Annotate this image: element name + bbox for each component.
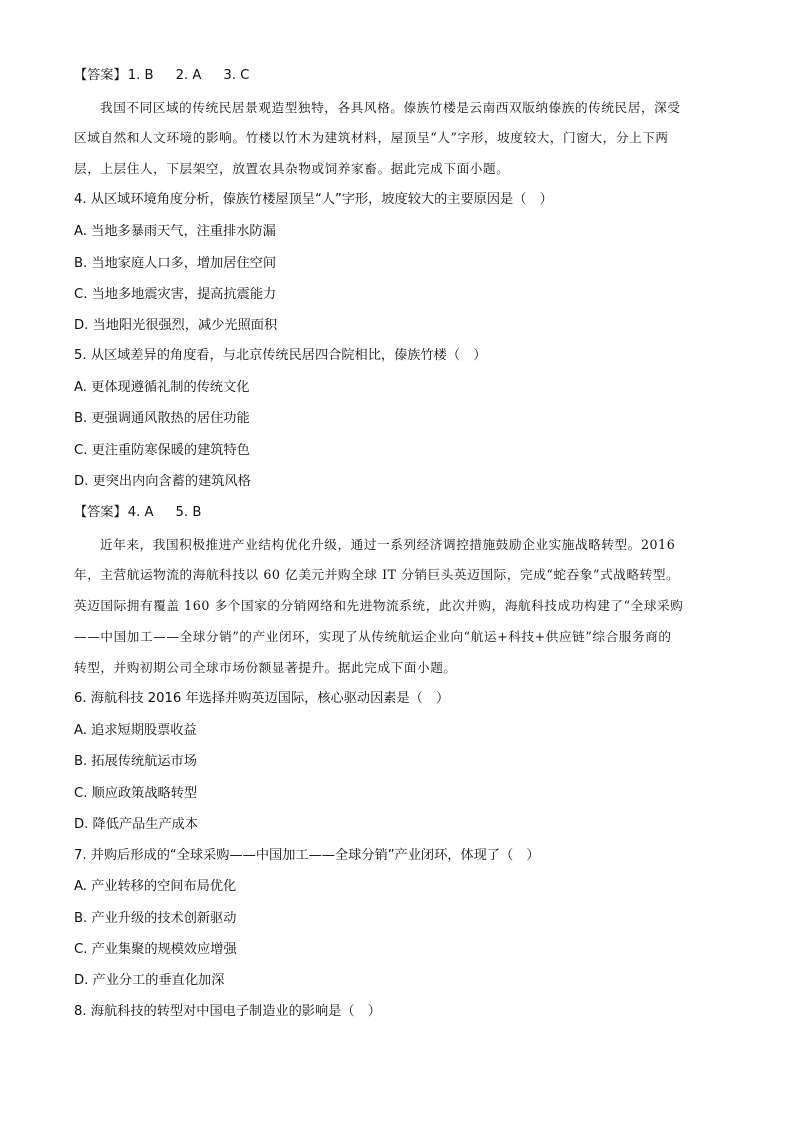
- question-5-option-c: C. 更注重防寒保暖的建筑特色: [74, 443, 250, 458]
- passage-1-line: 我国不同区域的传统民居景观造型独特，各具风格。傣族竹楼是云南西双版纳傣族的传统民居，深受: [100, 100, 681, 115]
- answer-item: 4. A: [127, 505, 154, 520]
- question-6-option-b: B. 拓展传统航运市场: [74, 754, 197, 769]
- question-8-stem: 8. 海航科技的转型对中国电子制造业的影响是（ ）: [74, 1004, 381, 1019]
- question-4-option-b: B. 当地家庭人口多，增加居住空间: [74, 256, 277, 271]
- question-4-option-d: D. 当地阳光很强烈，减少光照面积: [74, 318, 278, 333]
- answer-item: 2. A: [175, 68, 202, 83]
- passage-1-line: 层，上层住人，下层架空，放置农具杂物或饲养家畜。据此完成下面小题。: [74, 161, 510, 176]
- question-5-option-d: D. 更突出内向含蓄的建筑风格: [74, 474, 251, 489]
- question-4-stem: 4. 从区域环境角度分析，傣族竹楼屋顶呈“人”字形，坡度较大的主要原因是（ ）: [74, 192, 553, 207]
- question-7-stem: 7. 并购后形成的“全球采购——中国加工——全球分销”产业闭环，体现了（ ）: [74, 848, 540, 863]
- answer-item: 1. B: [127, 68, 154, 83]
- answer-label: 【答案】: [74, 68, 127, 83]
- question-4-option-c: C. 当地多地震灾害，提高抗震能力: [74, 287, 277, 302]
- passage-1-line: 区域自然和人文环境的影响。竹楼以竹木为建筑材料，屋顶呈“人”字形，坡度较大，门窗大，分上下两: [74, 130, 669, 145]
- answer-item: 3. C: [223, 68, 250, 83]
- question-7-option-a: A. 产业转移的空间布局优化: [74, 879, 237, 894]
- answer-line-2: [74, 503, 724, 523]
- question-7-option-d: D. 产业分工的垂直化加深: [74, 973, 225, 988]
- passage-2-line: 转型，并购初期公司全球市场份额显著提升。据此完成下面小题。: [74, 660, 457, 675]
- question-5-option-b: B. 更强调通风散热的居住功能: [74, 411, 250, 426]
- question-6-option-d: D. 降低产品生产成本: [74, 817, 199, 832]
- question-6-stem: 6. 海航科技 2016 年选择并购英迈国际，核心驱动因素是（ ）: [74, 691, 450, 706]
- passage-2-line: 英迈国际拥有覆盖 160 多个国家的分销网络和先进物流系统，此次并购，海航科技成功构建了“全球采购: [74, 598, 684, 613]
- question-6-option-a: A. 追求短期股票收益: [74, 723, 197, 738]
- question-4-option-a: A. 当地多暴雨天气，注重排水防漏: [74, 224, 276, 239]
- answer-line-1: [74, 66, 724, 86]
- question-7-option-c: C. 产业集聚的规模效应增强: [74, 942, 237, 957]
- question-7-option-b: B. 产业升级的技术创新驱动: [74, 911, 237, 926]
- question-5-option-a: A. 更体现遵循礼制的传统文化: [74, 380, 250, 395]
- passage-2-line: 近年来，我国积极推进产业结构优化升级，通过一系列经济调控措施鼓励企业实施战略转型。2016: [100, 537, 676, 552]
- answer-label: 【答案】: [74, 505, 127, 520]
- answer-item: 5. B: [175, 505, 202, 520]
- question-5-stem: 5. 从区域差异的角度看，与北京传统民居四合院相比，傣族竹楼（ ）: [74, 348, 487, 363]
- passage-2-line: ——中国加工——全球分销”的产业闭环，实现了从传统航运企业向“航运+科技+供应链”综合服务商的: [74, 629, 672, 644]
- question-6-option-c: C. 顺应政策战略转型: [74, 786, 198, 801]
- passage-2-line: 年，主营航运物流的海航科技以 60 亿美元并购全球 IT 分销巨头英迈国际，完成“蛇吞象”式战略转型。: [74, 567, 680, 582]
